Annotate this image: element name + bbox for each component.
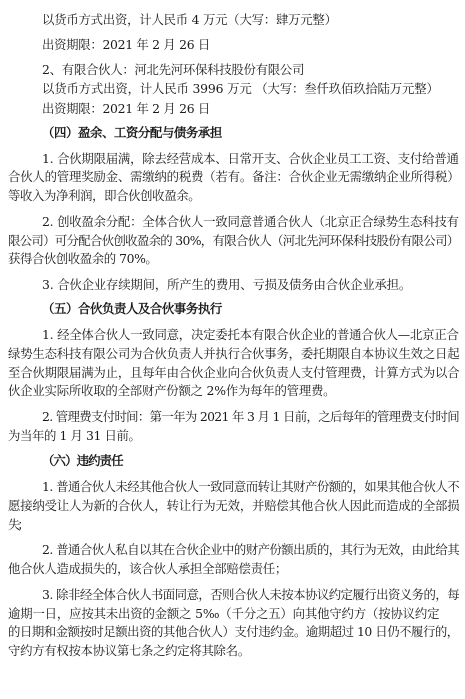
document-line: （五）合伙负责人及合伙事务执行 [42, 301, 222, 316]
document-line: 绿势生态科技有限公司为合伙负责人并执行合伙事务，委托期限自本协议生效之日起 [8, 346, 460, 361]
document-line: 2. 普通合伙人私自以其在合伙企业中的财产份额出质的，其行为无效，由此给其 [42, 542, 460, 557]
document-line: 为当年的 1 月 31 日前。 [8, 428, 141, 443]
document-line: （四）盈余、工资分配与债务承担 [42, 125, 222, 140]
document-line: 他合伙人造成损失的，该合伙人承担全部赔偿责任； [8, 561, 287, 576]
document-line: 伙企业实际所收取的全部财产份额之 2%作为每年的管理费。 [8, 383, 336, 398]
document-line: 失； [8, 517, 27, 532]
document-line: 合伙人的管理奖励金、需缴纳的税费（若有。备注：合伙企业无需缴纳企业所得税） [8, 169, 460, 184]
document-line: 1. 普通合伙人未经其他合伙人一致同意而转让其财产份额的，如果其他合伙人不 [42, 479, 460, 494]
document-line: 出资期限：2021 年 2 月 26 日 [42, 37, 211, 52]
document-line: 以货币方式出资，计人民币 3996 万元 （大写：叁仟玖佰玖拾陆万元整） [42, 81, 439, 96]
document-line: 3. 合伙企业存续期间，所产生的费用、亏损及债务由合伙企业承担。 [42, 277, 412, 292]
document-line: 守约方有权按本协议第七条之约定将其除名。 [8, 643, 250, 658]
document-line: 至合伙期限届满为止，且每年由合伙企业向合伙负责人支付管理费，计算方式为以合 [8, 365, 460, 380]
document-line: 等收入为净利润，即合伙创收盈余。 [8, 188, 201, 203]
document-line: 2. 管理费支付时间：第一年为 2021 年 3 月 1 日前，之后每年的管理费支付时间 [42, 409, 460, 424]
document-line: （六）违约责任 [42, 453, 123, 468]
document-line: 3. 除非经全体合伙人书面同意，否则合伙人未按本协议约定履行出资义务的，每 [42, 587, 460, 602]
document-line: 的日期和金额按时足额出资的其他合伙人）支付违约金。逾期超过 10 日仍不履行的， [8, 624, 459, 639]
document-line: 1. 合伙期限届满，除去经营成本、日常开支、合伙企业员工工资、支付给普通 [42, 151, 459, 166]
document-line: 限公司）可分配合伙创收盈余的 30%，有限合伙人（河北先河环保科技股份有限公司） [8, 233, 459, 248]
document-line: 以货币方式出资，计人民币 4 万元（大写：肆万元整） [42, 12, 337, 27]
document-line: 出资期限：2021 年 2 月 26 日 [42, 101, 211, 116]
document-line: 2. 创收盈余分配：全体合伙人一致同意普通合伙人（北京正合绿势生态科技有 [42, 214, 459, 229]
document-line: 1. 经全体合伙人一致同意，决定委托本有限合伙企业的普通合伙人—北京正合 [42, 327, 459, 342]
document-line: 获得合伙创收盈余的 70%。 [8, 251, 158, 266]
document-line: 逾期一日，应按其未出资的金额之 5‰（千分之五）向其他守约方（按协议约定 [8, 606, 440, 621]
document-line: 愿接纳受让人为新的合伙人，转让行为无效，并赔偿其他合伙人因此而造成的全部损 [8, 498, 460, 513]
document-line: 2、有限合伙人：河北先河环保科技股份有限公司 [42, 62, 305, 77]
